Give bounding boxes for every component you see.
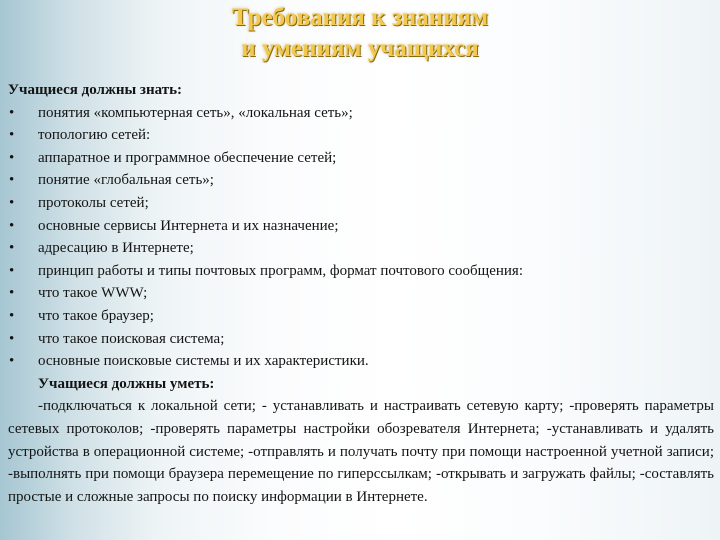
slide-title-line-2: и умениям учащихся — [241, 35, 479, 62]
list-item: • что такое браузер; — [8, 305, 714, 328]
slide-title — [0, 2, 720, 64]
list-item: • аппаратное и программное обеспечение сетей; — [8, 147, 714, 170]
list-item: • протоколы сетей; — [8, 192, 714, 215]
list-item: • принцип работы и типы почтовых программ, формат почтового сообщения: — [8, 260, 714, 283]
list-item: • основные поисковые системы и их характеристики. — [8, 350, 714, 373]
list-item: • что такое WWW; — [8, 282, 714, 305]
know-heading: Учащиеся должны знать: — [8, 82, 183, 98]
slide-title-line-1: Требования к знаниям — [231, 4, 489, 31]
list-item: • понятия «компьютерная сеть», «локальная сеть»; — [8, 102, 714, 125]
list-item: • основные сервисы Интернета и их назначение; — [8, 215, 714, 238]
know-list — [8, 102, 714, 373]
skills-heading: Учащиеся должны уметь: — [38, 375, 215, 392]
list-item: • что такое поисковая система; — [8, 328, 714, 351]
list-item: • понятие «глобальная сеть»; — [8, 169, 714, 192]
list-item: • топологию сетей: — [8, 124, 714, 147]
slide-body — [8, 79, 714, 508]
skills-paragraph: -подключаться к локальной сети; - устанавливать и настраивать сетевую карту; -проверять параметры сетевых протоколов; -проверять параметры настройки обозревателя Интернета; -устанавливать и удалять устройства в операционной системе; -отправлять и получать почту при помощи настроенной учетной записи; -выполнять при помощи браузера перемещение по гиперссылкам; -открывать и загружать файлы; -составлять простые и сложные запросы по поиску информации в Интернете. — [8, 398, 714, 505]
list-item: • адресацию в Интернете; — [8, 237, 714, 260]
